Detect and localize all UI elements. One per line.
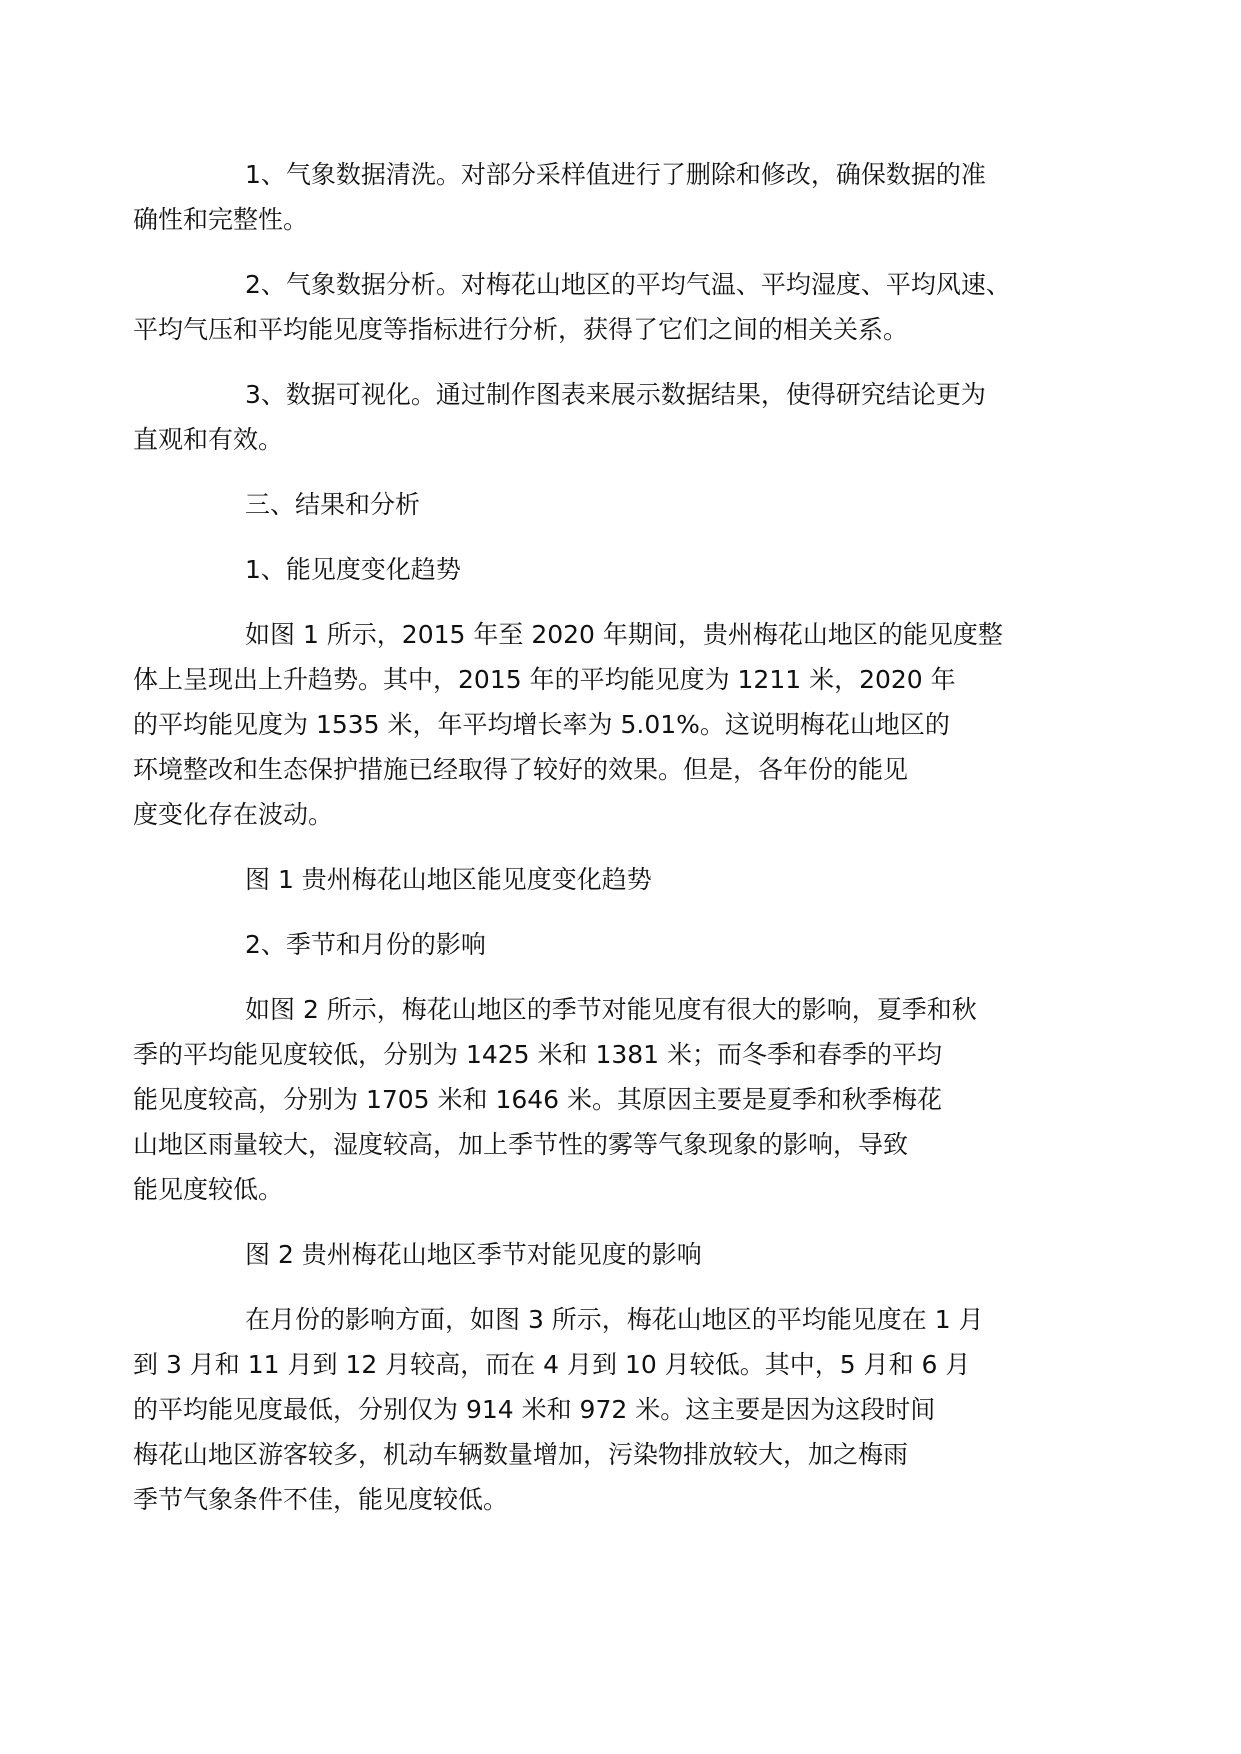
text-line: 3、数据可视化。通过制作图表来展示数据结果，使得研究结论更为 [245,380,986,409]
text-line: 山地区雨量较大，湿度较高，加上季节性的雾等气象现象的影响，导致 [133,1130,909,1159]
paragraph-data-analysis [133,262,1069,352]
text-line: 确性和完整性。 [133,205,309,234]
paragraph-month-effect [133,1297,1069,1522]
text-line: 到 3 月和 11 月到 12 月较高，而在 4 月到 10 月较低。其中，5 月和 6 月 [133,1350,971,1379]
section-heading-results [189,482,1069,527]
text-line: 直观和有效。 [133,425,284,454]
heading-text: 2、季节和月份的影响 [245,930,486,959]
text-line: 体上呈现出上升趋势。其中，2015 年的平均能见度为 1211 米，2020 年 [133,665,956,694]
text-line: 能见度较低。 [133,1175,284,1204]
text-line: 如图 1 所示，2015 年至 2020 年期间，贵州梅花山地区的能见度整 [245,620,1003,649]
text-line: 梅花山地区游客较多，机动车辆数量增加，污染物排放较大，加之梅雨 [133,1440,909,1469]
text-line: 的平均能见度最低，分别仅为 914 米和 972 米。这主要是因为这段时间 [133,1395,936,1424]
text-line: 环境整改和生态保护措施已经取得了较好的效果。但是，各年份的能见 [133,755,909,784]
paragraph-data-visualization [133,372,1069,462]
figure-caption-2 [189,1232,1069,1277]
paragraph-visibility-trend [133,612,1069,837]
text-line: 能见度较高，分别为 1705 米和 1646 米。其原因主要是夏季和秋季梅花 [133,1085,943,1114]
text-line: 在月份的影响方面，如图 3 所示，梅花山地区的平均能见度在 1 月 [245,1305,984,1334]
text-line: 如图 2 所示，梅花山地区的季节对能见度有很大的影响，夏季和秋 [245,995,977,1024]
figure-caption-1 [189,857,1069,902]
subsection-heading-visibility-trend [189,547,1069,592]
text-line: 的平均能见度为 1535 米，年平均增长率为 5.01%。这说明梅花山地区的 [133,710,950,739]
text-line: 季节气象条件不佳，能见度较低。 [133,1485,509,1514]
caption-text: 图 2 贵州梅花山地区季节对能见度的影响 [245,1240,702,1269]
subsection-heading-season-month [189,922,1069,967]
text-line: 度变化存在波动。 [133,800,334,829]
text-line: 1、气象数据清洗。对部分采样值进行了删除和修改，确保数据的准 [245,160,986,189]
text-line: 平均气压和平均能见度等指标进行分析，获得了它们之间的相关关系。 [133,315,909,344]
document-body [133,152,1069,1542]
text-line: 2、气象数据分析。对梅花山地区的平均气温、平均湿度、平均风速、 [245,270,1011,299]
paragraph-data-cleaning [133,152,1069,242]
paragraph-season-effect [133,987,1069,1212]
text-line: 季的平均能见度较低，分别为 1425 米和 1381 米；而冬季和春季的平均 [133,1040,943,1069]
heading-text: 三、结果和分析 [245,490,421,519]
caption-text: 图 1 贵州梅花山地区能见度变化趋势 [245,865,652,894]
heading-text: 1、能见度变化趋势 [245,555,461,584]
